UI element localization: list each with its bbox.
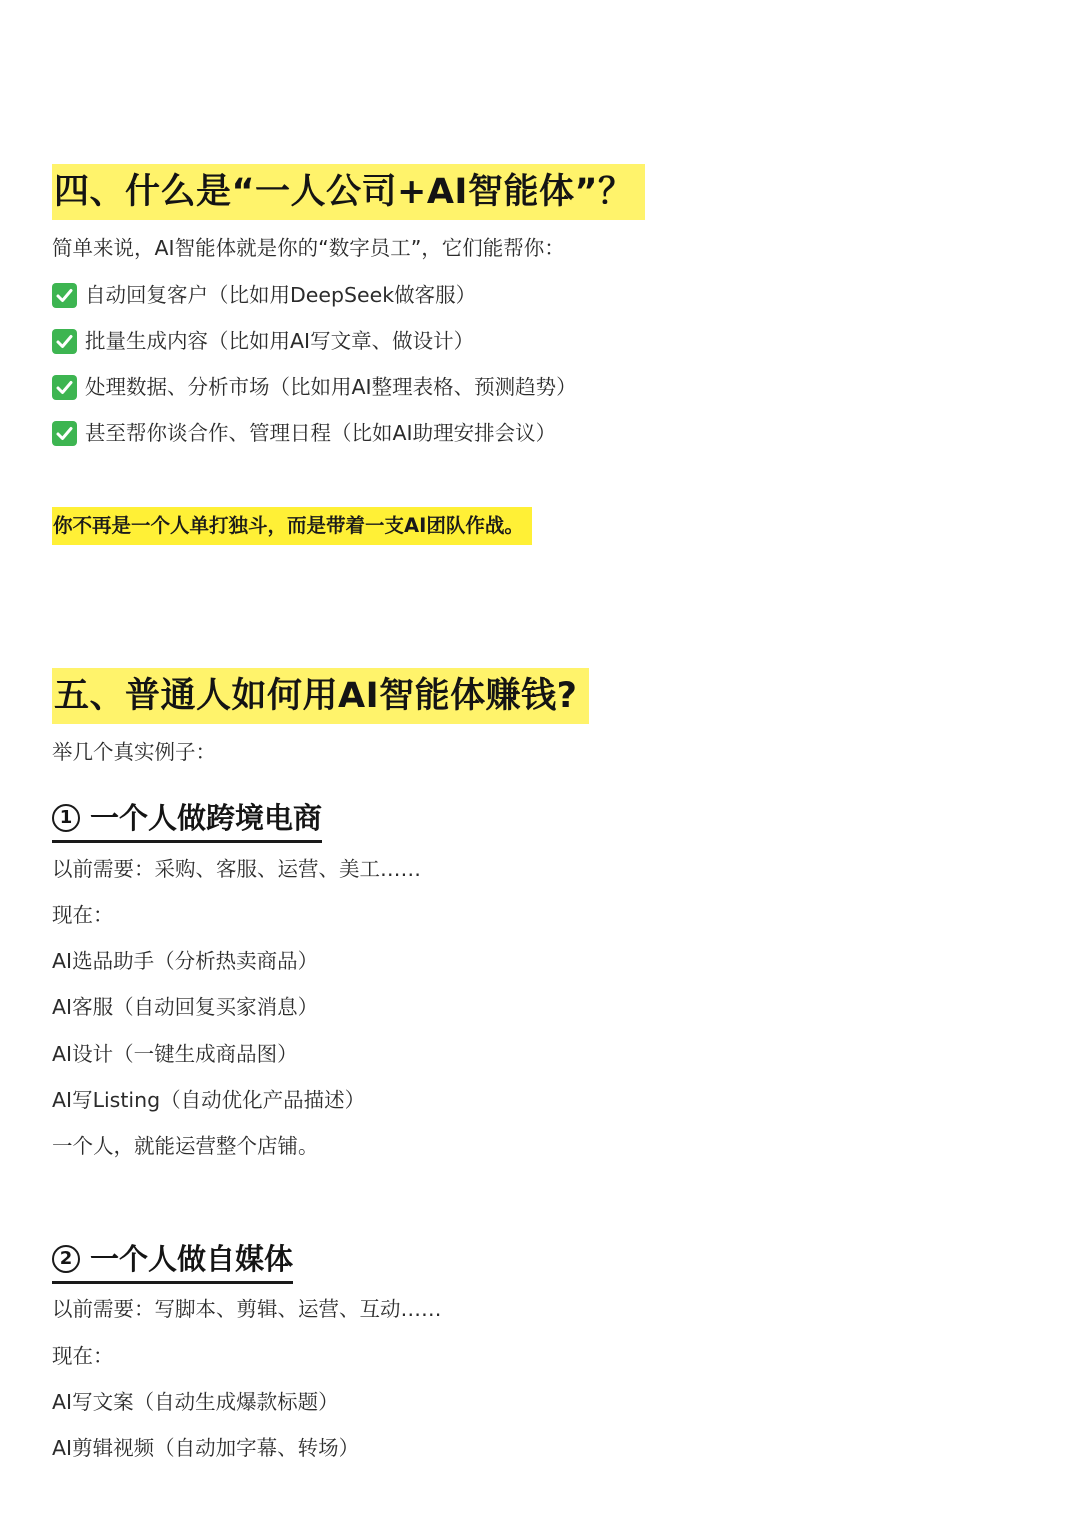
example1-before: 以前需要：采购、客服、运营、美工…… — [52, 857, 421, 881]
example1-line: AI选品助手（分析热卖商品） — [52, 949, 319, 973]
circle-number: 2 — [52, 1245, 80, 1273]
section5-intro: 举几个真实例子： — [52, 740, 216, 764]
example1-line: AI写Listing（自动优化产品描述） — [52, 1088, 366, 1112]
example1-now-label: 现在： — [52, 903, 114, 927]
example2-heading — [52, 1239, 293, 1284]
section4-title: 四、什么是“一人公司+AI智能体”？ — [52, 164, 645, 220]
checklist-item-text: 甚至帮你谈合作、管理日程（比如AI助理安排会议） — [85, 421, 557, 445]
checklist-item — [52, 280, 476, 310]
example1-line: 一个人，就能运营整个店铺。 — [52, 1134, 319, 1158]
checklist-item — [52, 372, 577, 402]
check-icon — [52, 421, 77, 446]
check-icon — [52, 329, 77, 354]
example2-line: AI剪辑视频（自动加字幕、转场） — [52, 1436, 360, 1460]
example1-line: AI客服（自动回复买家消息） — [52, 995, 319, 1019]
section4-intro: 简单来说，AI智能体就是你的“数字员工”，它们能帮你： — [52, 236, 565, 260]
checklist-item-text: 处理数据、分析市场（比如用AI整理表格、预测趋势） — [85, 375, 577, 399]
example2-now-label: 现在： — [52, 1344, 114, 1368]
example2-line: AI写文案（自动生成爆款标题） — [52, 1390, 339, 1414]
example1-title: 一个人做跨境电商 — [90, 801, 323, 835]
circle-number: 1 — [52, 804, 80, 832]
section5-title: 五、普通人如何用AI智能体赚钱? — [52, 668, 589, 724]
check-icon — [52, 283, 77, 308]
checklist-item — [52, 418, 556, 448]
example2-title: 一个人做自媒体 — [90, 1242, 294, 1276]
checklist-item-text: 自动回复客户（比如用DeepSeek做客服） — [85, 283, 477, 307]
section4-highlight-note: 你不再是一个人单打独斗，而是带着一支AI团队作战。 — [52, 507, 532, 545]
example2-before: 以前需要：写脚本、剪辑、运营、互动…… — [52, 1297, 442, 1321]
check-icon — [52, 375, 77, 400]
example1-line: AI设计（一键生成商品图） — [52, 1042, 298, 1066]
checklist-item-text: 批量生成内容（比如用AI写文章、做设计） — [85, 329, 475, 353]
example1-heading — [52, 798, 322, 843]
checklist-item — [52, 326, 474, 356]
